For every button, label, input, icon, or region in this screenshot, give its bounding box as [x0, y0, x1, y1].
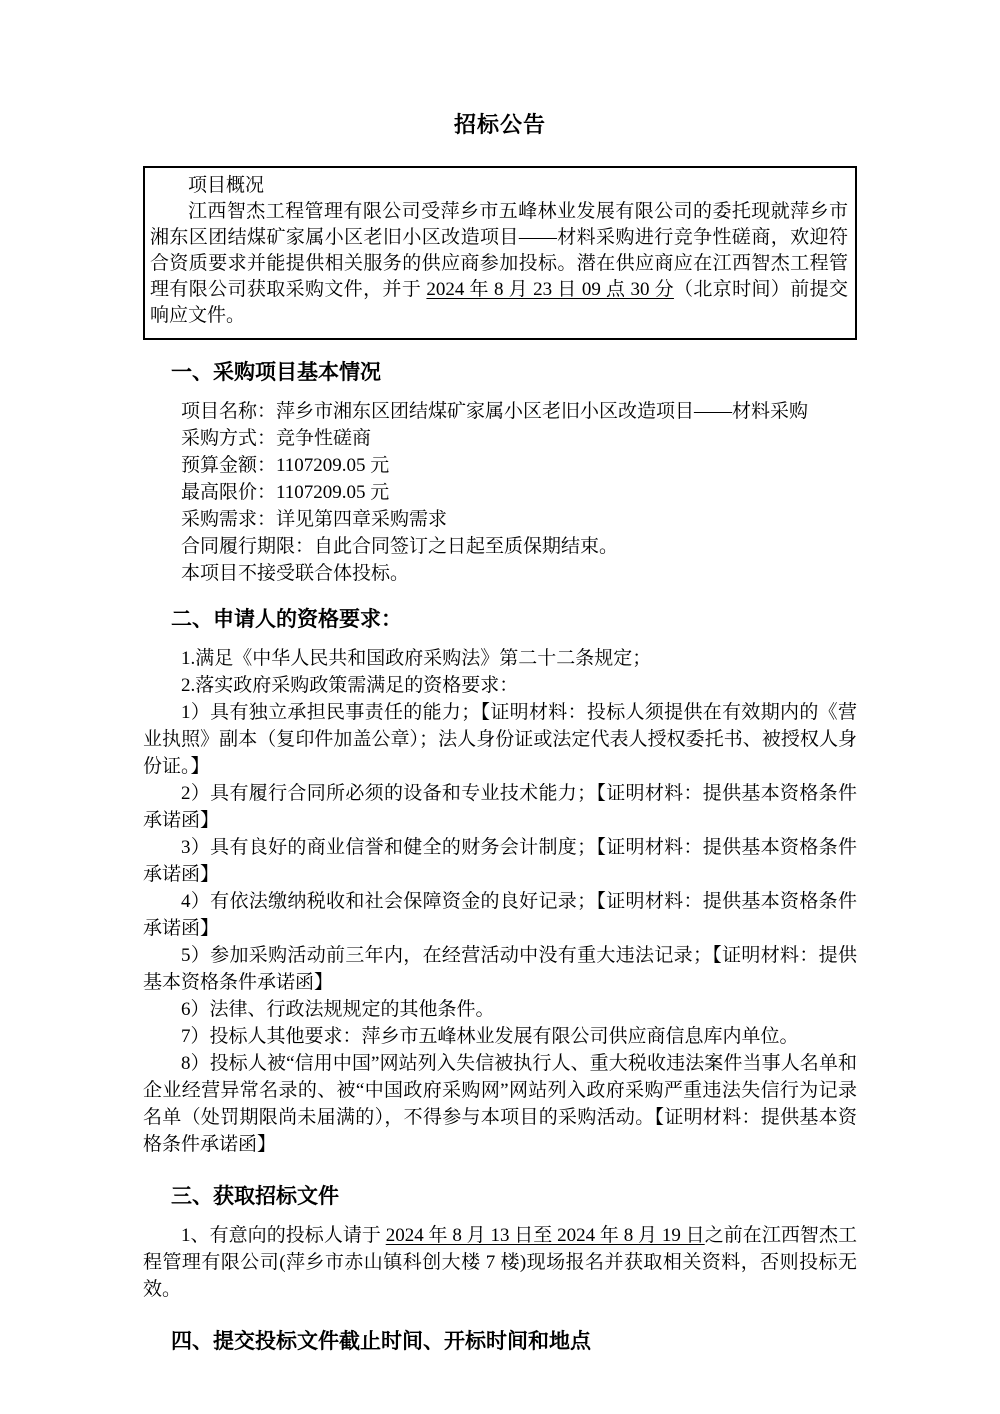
response-deadline-underline: 2024 年 8 月 23 日 09 点 30 分 [426, 279, 674, 300]
project-name-line: 项目名称：萍乡市湘东区团结煤矿家属小区老旧小区改造项目——材料采购 [181, 401, 809, 422]
requirement-item: 1.满足《中华人民共和国政府采购法》第二十二条规定； [181, 648, 652, 669]
requirement-item: 8）投标人被“信用中国”网站列入失信被执行人、重大税收违法案件当事人名单和企业经营异常名录的、被“中国政府采购网”网站列入政府采购严重违法失信行为记录名单（处罚期限尚未届满的），不得参与本项目的采购活动。【证明材料：提供基本资格条件承诺函】 [143, 1053, 857, 1155]
overview-heading: 项目概况 [188, 175, 265, 196]
requirement-item: 5）参加采购活动前三年内，在经营活动中没有重大违法记录；【证明材料：提供基本资格条件承诺函】 [143, 945, 857, 993]
section4-heading: 四、提交投标文件截止时间、开标时间和地点 [171, 1329, 591, 1353]
overview-text-before: 江西智杰工程管理有限公司受萍乡市五峰林业发展有限公司的委托现就萍乡市湘东区团结煤矿家属小区老旧小区改造项目——材料采购进行竞争性磋商，欢迎符合资质要求并能提供相关服务的供应商参加投标。潜在供应商应在江西智杰工程管理有限公司获取采购文件，并于 [150, 201, 848, 300]
budget-amount-line: 预算金额：1107209.05 元 [181, 455, 390, 476]
requirement-item: 6）法律、行政法规规定的其他条件。 [181, 999, 495, 1020]
requirement-item: 4）有依法缴纳税收和社会保障资金的良好记录；【证明材料：提供基本资格条件承诺函】 [143, 891, 857, 939]
requirement-item: 2.落实政府采购政策需满足的资格要求： [181, 675, 519, 696]
requirement-item: 2）具有履行合同所必须的设备和专业技术能力；【证明材料：提供基本资格条件承诺函】 [143, 783, 857, 831]
overview-paragraph [150, 199, 848, 329]
requirement-item: 1）具有独立承担民事责任的能力；【证明材料：投标人须提供在有效期内的《营业执照》副本（复印件加盖公章）；法人身份证或法定代表人授权委托书、被授权人身份证。】 [143, 702, 857, 777]
procurement-requirement-line: 采购需求：详见第四章采购需求 [181, 509, 448, 530]
document-title: 招标公告 [453, 112, 546, 137]
price-ceiling-line: 最高限价：1107209.05 元 [181, 482, 390, 503]
no-consortium-line: 本项目不接受联合体投标。 [181, 563, 410, 584]
registration-period-underline: 2024 年 8 月 13 日至 2024 年 8 月 19 日 [385, 1225, 705, 1246]
requirement-item: 3）具有良好的商业信誉和健全的财务会计制度；【证明材料：提供基本资格条件承诺函】 [143, 837, 857, 885]
section1-heading: 一、采购项目基本情况 [171, 360, 381, 384]
procurement-method-line: 采购方式：竞争性磋商 [181, 428, 372, 449]
section2-heading: 二、申请人的资格要求： [171, 607, 402, 631]
project-overview-box [143, 166, 857, 340]
overview-text-after: （北京时间）前提交响应文件。 [150, 279, 848, 326]
obtain-text-after: 之前在江西智杰工程管理有限公司(萍乡市赤山镇科创大楼 7 楼)现场报名并获取相关资料，否则投标无效。 [143, 1225, 857, 1300]
contract-period-line: 合同履行期限：自此合同签订之日起至质保期结束。 [181, 536, 619, 557]
document-obtaining-paragraph [143, 1222, 857, 1303]
requirement-item: 7）投标人其他要求：萍乡市五峰林业发展有限公司供应商信息库内单位。 [181, 1026, 799, 1047]
section3-heading: 三、获取招标文件 [171, 1184, 339, 1208]
obtain-text-before: 1、有意向的投标人请于 [181, 1225, 386, 1246]
